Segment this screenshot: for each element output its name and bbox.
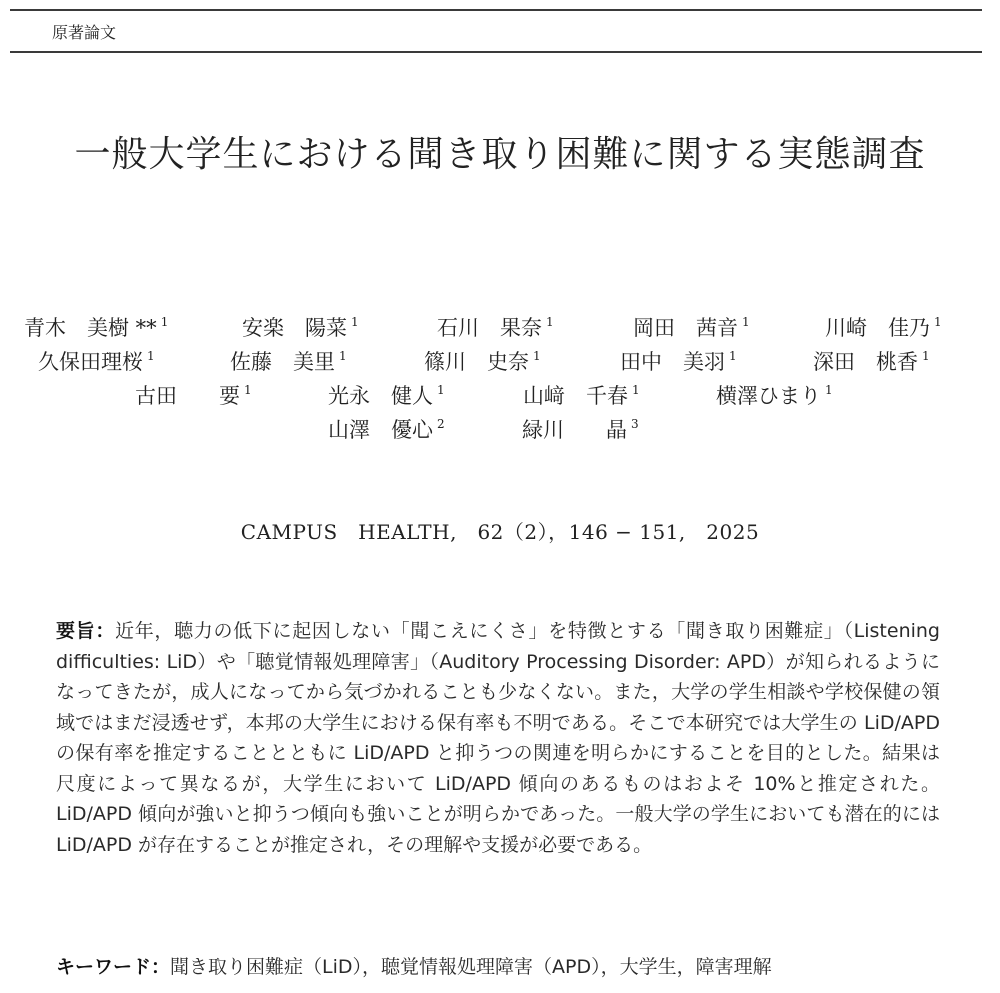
abstract <box>56 616 940 860</box>
author-line <box>0 414 1000 448</box>
affiliation-marker: 1 <box>729 349 737 363</box>
affiliation-marker: 1 <box>533 349 541 363</box>
author-name: 佐藤 美里 $^1$ <box>230 349 347 374</box>
paper-title: 一般大学生における聞き取り困難に関する実態調査 <box>74 134 926 175</box>
author-name: 光永 健人 $^1$ <box>328 383 445 408</box>
author-name: 青木 美樹 ** $^1$ <box>24 315 169 340</box>
citation: CAMPUS HEALTH, 62（2），146 − 151, 2025 <box>240 520 760 544</box>
affiliation-marker: 1 <box>546 315 554 329</box>
author-list <box>0 312 1000 448</box>
author-name: 古田 要 $^1$ <box>135 383 252 408</box>
author-name: 田中 美羽 $^1$ <box>620 349 737 374</box>
affiliation-marker: 1 <box>825 383 833 397</box>
header-top-rule <box>10 9 982 11</box>
header-bottom-rule <box>10 51 982 53</box>
affiliation-marker: 1 <box>922 349 930 363</box>
keywords-label: キーワード： <box>56 956 171 978</box>
author-line <box>0 312 1000 346</box>
keywords-text: 聞き取り困難症（LiD），聴覚情報処理障害（APD），大学生，障害理解 <box>170 956 772 978</box>
author-line <box>0 346 1000 380</box>
section-label: 原著論文 <box>52 23 117 42</box>
affiliation-marker: 1 <box>742 315 750 329</box>
author-name: 石川 果奈 $^1$ <box>437 315 554 340</box>
affiliation-marker: 1 <box>437 383 445 397</box>
author-name: 安楽 陽菜 $^1$ <box>242 315 359 340</box>
author-name: 緑川 晶 $^3$ <box>522 417 639 442</box>
author-name: 山﨑 千春 $^1$ <box>523 383 640 408</box>
affiliation-marker: 1 <box>160 315 169 329</box>
affiliation-marker: 2 <box>437 417 445 431</box>
author-name: 久保田理桜 $^1$ <box>38 349 155 374</box>
author-name: 川崎 佳乃 $^1$ <box>825 315 942 340</box>
abstract-text: 近年，聴力の低下に起因しない「聞こえにくさ」を特徴とする「聞き取り困難症」（Listening difficulties: LiD）や「聴覚情報処理障害」（Auditory Processing Disorder: APD）が知られるようになってきたが，成人になってから気づかれることも少なくない。また，大学の学生相談や学校保健の領域ではまだ浸透せず，本邦の大学生における保有率も不明である。そこで本研究では大学生の LiD/APD の保有率を推定することとともに LiD/APD と抑うつの関連を明らかにすることを目的とした。結果は尺度によって異なるが，大学生において LiD/APD 傾向のあるものはおよそ 10%と推定された。LiD/APD 傾向が強いと抑うつ傾向も強いことが明らかであった。一般大学の学生においても潜在的には LiD/APD が存在することが推定され，その理解や支援が必要である。 <box>56 620 940 856</box>
author-name: 横澤ひまり $^1$ <box>716 383 833 408</box>
author-name: 岡田 茜音 $^1$ <box>633 315 750 340</box>
affiliation-marker: 1 <box>147 349 155 363</box>
author-name: 深田 桃香 $^1$ <box>813 349 930 374</box>
affiliation-marker: 1 <box>934 315 942 329</box>
affiliation-marker: 1 <box>351 315 359 329</box>
abstract-label: 要旨： <box>56 620 116 642</box>
author-line <box>0 380 1000 414</box>
affiliation-marker: 1 <box>632 383 640 397</box>
affiliation-marker: 1 <box>339 349 347 363</box>
affiliation-marker: 1 <box>244 383 252 397</box>
author-name: 篠川 史奈 $^1$ <box>424 349 541 374</box>
keywords <box>56 952 772 979</box>
author-name: 山澤 優心 $^2$ <box>328 417 445 442</box>
affiliation-marker: 3 <box>631 417 639 431</box>
